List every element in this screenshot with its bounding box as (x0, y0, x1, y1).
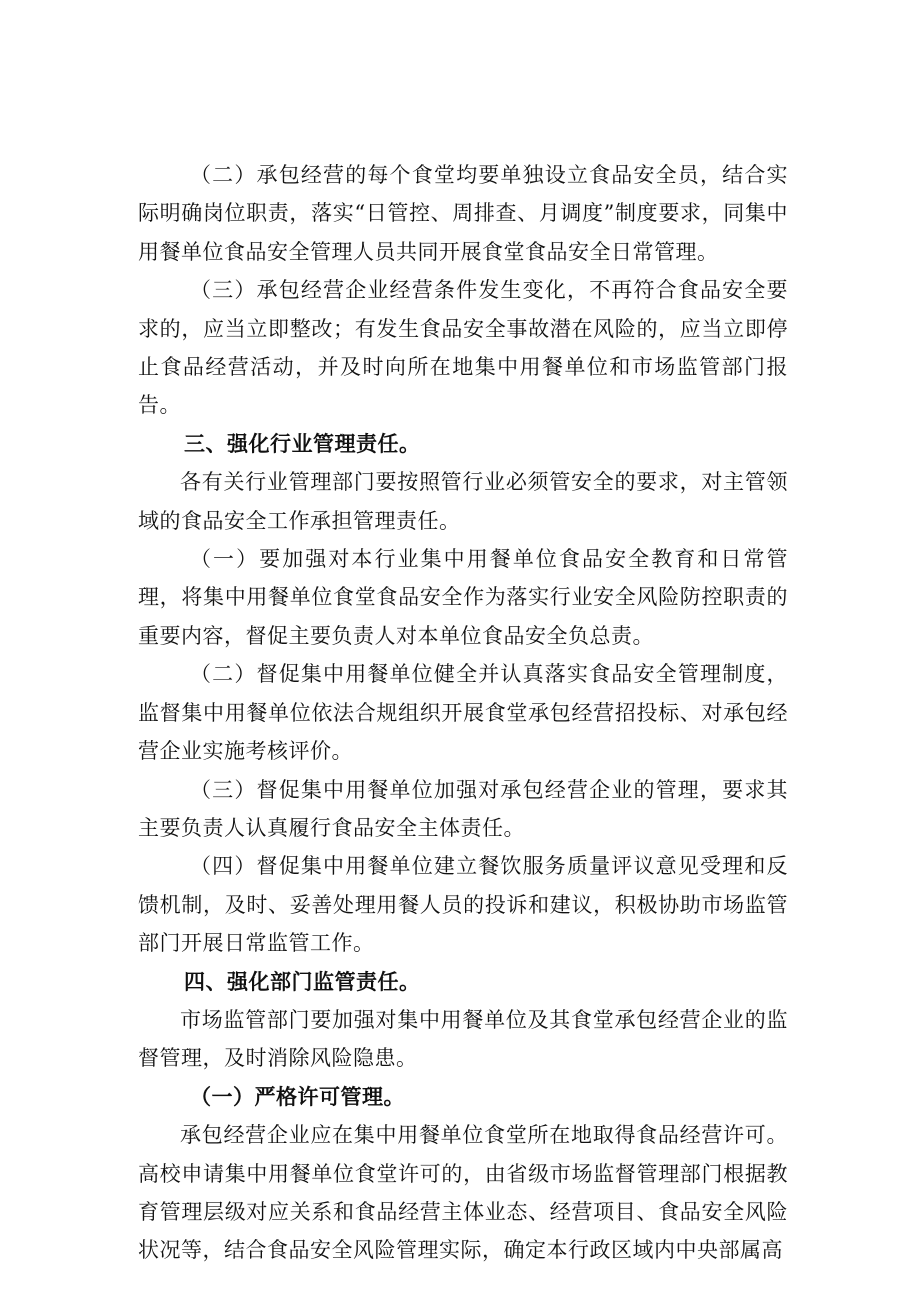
section-heading-4: 四、强化部门监管责任。 (184, 969, 421, 994)
section-heading-3: 三、强化行业管理责任。 (184, 431, 421, 456)
paragraph-3-2: （二）督促集中用餐单位健全并认真落实食品安全管理制度，监督集中用餐单位依法合规组织开展食堂承包经营招投标、对承包经营企业实施考核评价。 (138, 662, 788, 764)
paragraph-3-1: （一）要加强对本行业集中用餐单位食品安全教育和日常管理，将集中用餐单位食堂食品安全作为落实行业安全风险防控职责的重要内容，督促主要负责人对本单位食品安全负总责。 (138, 547, 788, 648)
paragraph-4-intro: 市场监管部门要加强对集中用餐单位及其食堂承包经营企业的监督管理，及时消除风险隐患。 (138, 1007, 788, 1071)
subheading-4-1: （一）严格许可管理。 (190, 1084, 405, 1109)
document-body (138, 156, 788, 1270)
paragraph-4-1-body: 承包经营企业应在集中用餐单位食堂所在地取得食品经营许可。高校申请集中用餐单位食堂许可的，由省级市场监督管理部门根据教育管理层级对应关系和食品经营主体业态、经营项目、食品安全风险状况等，结合食品安全风险管理实际，确定本行政区域内中央部属高 (138, 1123, 788, 1263)
paragraph-2-2: （二）承包经营的每个食堂均要单独设立食品安全员，结合实际明确岗位职责，落实“日管控、周排查、月调度”制度要求，同集中用餐单位食品安全管理人员共同开展食堂食品安全日常管理。 (138, 163, 788, 264)
paragraph-3-intro: 各有关行业管理部门要按照管行业必须管安全的要求，对主管领域的食品安全工作承担管理责任。 (138, 470, 788, 533)
paragraph-3-3: （三）督促集中用餐单位加强对承包经营企业的管理，要求其主要负责人认真履行食品安全主体责任。 (138, 777, 788, 840)
paragraph-2-3: （三）承包经营企业经营条件发生变化，不再符合食品安全要求的，应当立即整改；有发生食品安全事故潜在风险的，应当立即停止食品经营活动，并及时向所在地集中用餐单位和市场监管部门报告。 (138, 278, 788, 418)
paragraph-3-4: （四）督促集中用餐单位建立餐饮服务质量评议意见受理和反馈机制，及时、妥善处理用餐人员的投诉和建议，积极协助市场监管部门开展日常监管工作。 (138, 854, 788, 956)
